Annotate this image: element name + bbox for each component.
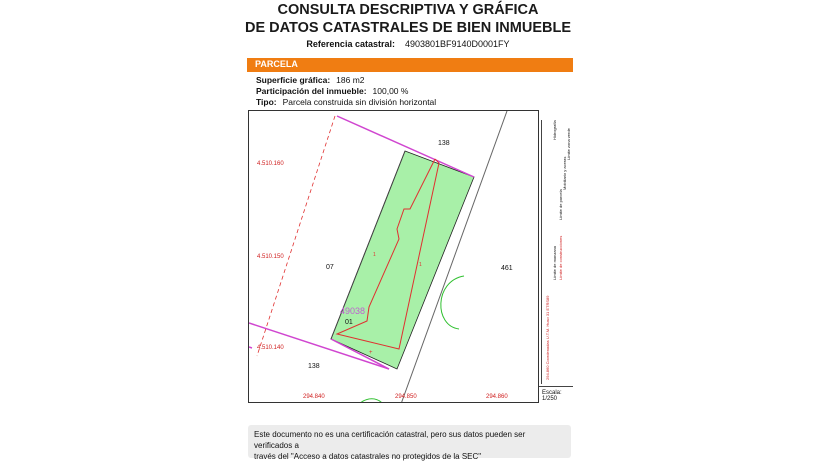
legend-coord-text: 294.860 Coordenadas U.T.M. Huso 31 ETRS89	[545, 295, 550, 380]
map-legend	[538, 110, 572, 403]
label-138-bottom: 138	[308, 363, 320, 370]
section-title: PARCELA	[255, 59, 298, 69]
ref-label: Referencia catastral:	[306, 39, 395, 49]
type-row	[256, 97, 436, 107]
y-tick-2: 4.510.150	[257, 254, 284, 260]
type-label: Tipo:	[256, 97, 277, 107]
legend-item-4: Mobiliario y aceras	[562, 156, 567, 190]
participation-row	[256, 86, 408, 96]
parcel-id-label: 49038	[340, 306, 366, 316]
boundary-line-far	[249, 347, 252, 348]
cadastral-reference	[0, 39, 816, 49]
parcel-area	[331, 151, 474, 369]
type-value: Parcela construida sin división horizontal	[282, 97, 437, 107]
scale-value: 1/250	[542, 396, 558, 402]
disclaimer-box	[248, 425, 571, 461]
label-1b: 1	[419, 262, 422, 268]
scale-divider	[539, 386, 573, 387]
surface-row	[256, 75, 365, 85]
legend-divider	[541, 120, 542, 384]
x-tick-2: 294.850	[395, 394, 417, 400]
surface-value: 186 m2	[336, 75, 365, 85]
participation-label: Participación del inmueble:	[256, 86, 367, 96]
x-tick-1: 294.840	[303, 394, 325, 400]
legend-item-5: Límite zona verde	[566, 128, 571, 160]
x-tick-3: 294.860	[486, 394, 508, 400]
cadastral-map	[248, 110, 572, 403]
scale-label: Escala:	[542, 390, 562, 396]
map-drawing	[249, 111, 572, 403]
legend-item-2: Límite de parcela	[558, 189, 563, 220]
disclaimer-line1: Este documento no es una certificación catastral, pero sus datos pueden ser verificados a	[254, 430, 526, 450]
legend-item-3: Límite de construcciones	[558, 235, 563, 280]
section-header	[247, 58, 573, 72]
label-01: 01	[345, 319, 353, 326]
label-461: 461	[501, 265, 513, 272]
legend-item-1: Límite de manzana	[552, 245, 557, 280]
legend-coords	[545, 295, 550, 380]
y-tick-3: 4.510.140	[257, 345, 284, 351]
surface-label: Superficie gráfica:	[256, 75, 331, 85]
label-138-top: 138	[438, 140, 450, 147]
doc-title-line2: DE DATOS CATASTRALES DE BIEN INMUEBLE	[245, 20, 571, 36]
ref-value: 4903801BF9140D0001FY	[404, 39, 510, 49]
mark-icon: +	[369, 350, 373, 356]
green-zone-bottom	[359, 399, 383, 403]
y-tick-1: 4.510.160	[257, 161, 284, 167]
label-1a: 1	[373, 252, 376, 258]
scale-box	[542, 390, 562, 402]
doc-title-line1: CONSULTA DESCRIPTIVA Y GRÁFICA	[277, 2, 539, 18]
dashed-limit-line	[257, 116, 335, 356]
participation-value: 100,00 %	[372, 86, 409, 96]
legend-item-6: Hidrografía	[552, 120, 557, 140]
label-07: 07	[326, 264, 334, 271]
disclaimer-line2: través del "Acceso a datos catastrales no protegidos de la SEC"	[254, 452, 482, 461]
legend-items	[552, 110, 572, 390]
